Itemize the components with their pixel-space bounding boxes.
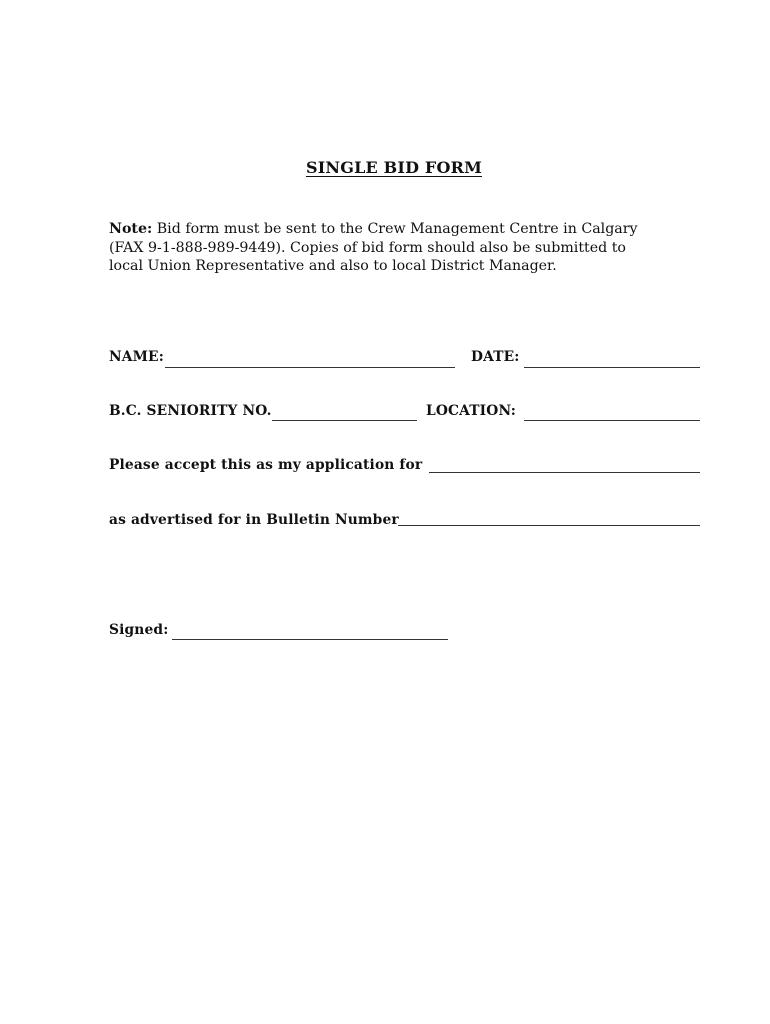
form-title: SINGLE BID FORM	[305, 158, 483, 177]
name-field[interactable]	[165, 367, 455, 368]
location-field[interactable]	[524, 420, 700, 421]
name-label: NAME:	[109, 349, 164, 365]
bulletin-number-field[interactable]	[398, 525, 700, 526]
form-note	[109, 220, 679, 276]
application-label: Please accept this as my application for	[109, 457, 423, 473]
seniority-field[interactable]	[272, 420, 417, 421]
bulletin-label: as advertised for in Bulletin Number	[109, 512, 399, 528]
location-label: LOCATION:	[426, 403, 516, 419]
application-field[interactable]	[429, 472, 700, 473]
note-text: Bid form must be sent to the Crew Management Centre in Calgary (FAX 9-1-888-989-9449). Copies of bid form should also be submitted to local Union Representative and also to local District Manager.	[109, 221, 638, 275]
signed-label: Signed:	[109, 622, 169, 638]
date-label: DATE:	[471, 349, 520, 365]
seniority-label: B.C. SENIORITY NO.	[109, 403, 272, 419]
date-field[interactable]	[524, 367, 700, 368]
note-label: Note:	[109, 221, 153, 237]
signature-field[interactable]	[172, 639, 448, 640]
